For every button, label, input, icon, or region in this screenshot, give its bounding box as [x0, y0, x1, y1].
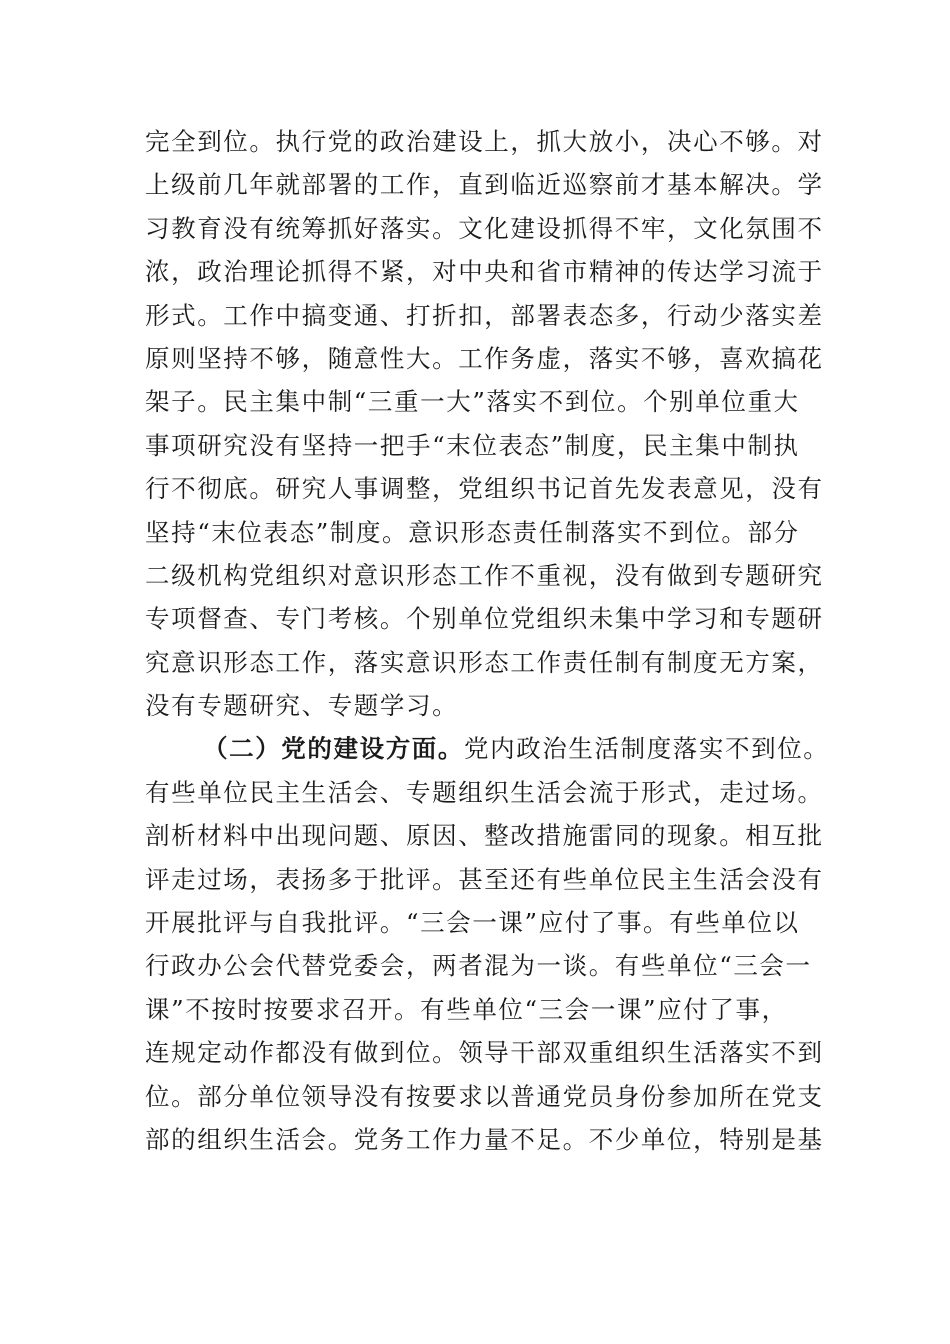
body-text [145, 120, 830, 1161]
text-line: 二级机构党组织对意识形态工作不重视，没有做到专题研究 [145, 560, 824, 590]
text-line: 位。部分单位领导没有按要求以普通党员身份参加所在党支 [145, 1081, 824, 1111]
text-line: 上级前几年就部署的工作，直到临近巡察前才基本解决。学 [145, 170, 824, 200]
section-2-heading: （二）党的建设方面。 [203, 734, 464, 764]
text-line: 开展批评与自我批评。“三会一课”应付了事。有些单位以 [145, 908, 800, 938]
section-2-first-line [145, 727, 830, 770]
text-line: 究意识形态工作，落实意识形态工作责任制有制度无方案， [145, 647, 824, 677]
text-line: 没有专题研究、专题学习。 [145, 691, 459, 721]
text-line: 评走过场，表扬多于批评。甚至还有些单位民主生活会没有 [145, 864, 824, 894]
text-line: 架子。民主集中制“三重一大”落实不到位。个别单位重大 [145, 387, 800, 417]
text-line: 专项督查、专门考核。个别单位党组织未集中学习和专题研 [145, 604, 824, 634]
text-line: 行不彻底。研究人事调整，党组织书记首先发表意见，没有 [145, 474, 824, 504]
text-line: 坚持“末位表态”制度。意识形态责任制落实不到位。部分 [145, 517, 800, 547]
text-line: 原则坚持不够，随意性大。工作务虚，落实不够，喜欢搞花 [145, 343, 824, 373]
text-line: 有些单位民主生活会、专题组织生活会流于形式，走过场。 [145, 777, 824, 807]
text-line: 形式。工作中搞变通、打折扣，部署表态多，行动少落实差 [145, 300, 824, 330]
text-line: 习教育没有统筹抓好落实。文化建设抓得不牢，文化氛围不 [145, 213, 824, 243]
section-2-first-line-text: 党内政治生活制度落实不到位。 [464, 734, 830, 764]
text-line: 剖析材料中出现问题、原因、整改措施雷同的现象。相互批 [145, 821, 824, 851]
text-line: 连规定动作都没有做到位。领导干部双重组织生活落实不到 [145, 1038, 824, 1068]
text-line: 课”不按时按要求召开。有些单位“三会一课”应付了事， [145, 994, 788, 1024]
text-line: 部的组织生活会。党务工作力量不足。不少单位，特别是基 [145, 1124, 824, 1154]
text-line: 事项研究没有坚持一把手“末位表态”制度，民主集中制执 [145, 430, 800, 460]
text-line: 浓，政治理论抓得不紧，对中央和省市精神的传达学习流于 [145, 257, 824, 287]
text-line: 行政办公会代替党委会，两者混为一谈。有些单位“三会一 [145, 951, 812, 981]
text-line: 完全到位。执行党的政治建设上，抓大放小，决心不够。对 [145, 127, 824, 156]
